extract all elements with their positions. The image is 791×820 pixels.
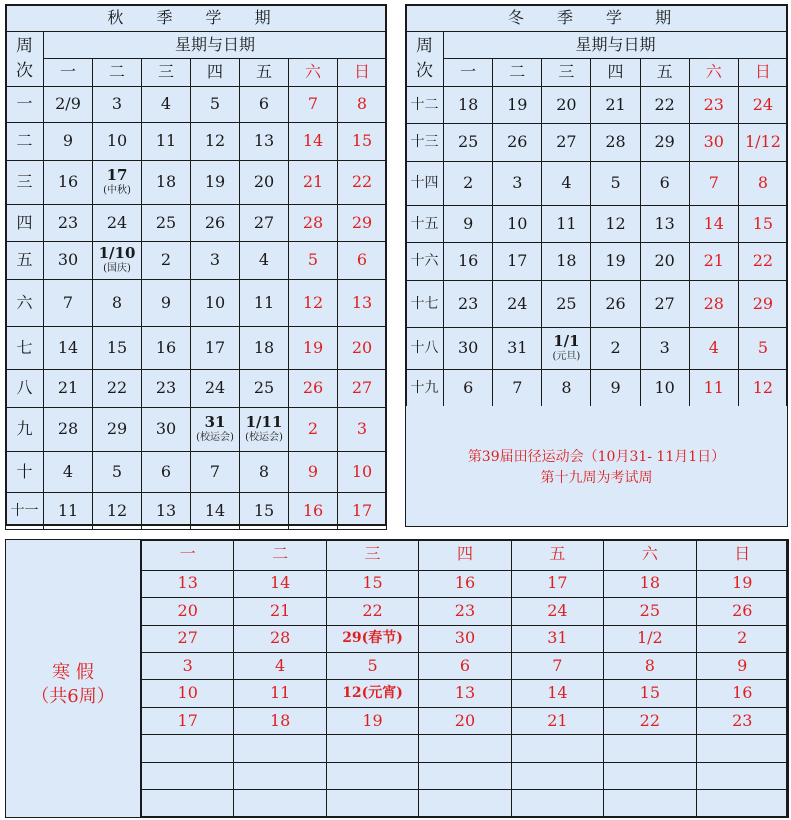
date-cell: 6 <box>444 370 493 407</box>
date-cell: 2 <box>696 625 788 652</box>
date-cell: 17 <box>191 327 240 370</box>
date-cell: 4 <box>689 328 738 370</box>
date-cell <box>419 762 511 789</box>
date-cell: 29 <box>738 281 787 328</box>
table-row <box>406 370 788 407</box>
date-cell: 28 <box>234 625 326 652</box>
date-cell: 11 <box>240 280 289 327</box>
date-cell: 9 <box>444 206 493 243</box>
date-cell: 8 <box>240 452 289 493</box>
date-cell: 7 <box>44 280 93 327</box>
date-cell: 10 <box>93 123 142 161</box>
date-cell: 15 <box>338 123 387 161</box>
table-row <box>6 370 387 408</box>
date-cell: 5 <box>93 452 142 493</box>
date-cell <box>326 735 418 762</box>
winter-break-label <box>5 539 141 818</box>
date-cell <box>604 790 696 818</box>
date-cell: 8 <box>338 87 387 123</box>
date-cell: 7 <box>493 370 542 407</box>
date-cell: 20 <box>142 598 234 625</box>
date-cell: 24 <box>493 281 542 328</box>
date-cell <box>604 735 696 762</box>
week-number: 三 <box>6 161 44 205</box>
week-number: 十二 <box>406 87 444 124</box>
day-header: 二 <box>234 540 326 571</box>
date-cell: 13 <box>142 493 191 530</box>
week-number: 十八 <box>406 328 444 370</box>
semester-title: 秋 季 学 期 <box>6 5 387 32</box>
date-cell: 25 <box>444 124 493 162</box>
date-cell: 20 <box>640 243 689 281</box>
date-cell <box>142 762 234 789</box>
winter-break-title: 寒 假 <box>52 662 94 683</box>
day-header: 日 <box>338 59 387 87</box>
date-cell: 13 <box>640 206 689 243</box>
day-header: 一 <box>142 540 234 571</box>
date-cell: 18 <box>444 87 493 124</box>
day-header: 一 <box>444 59 493 87</box>
date-cell: 4 <box>542 162 591 206</box>
day-header: 五 <box>511 540 603 571</box>
week-number: 七 <box>6 327 44 370</box>
date-cell <box>696 790 788 818</box>
date-cell: 9 <box>142 280 191 327</box>
date-cell: 4 <box>240 242 289 280</box>
day-header: 日 <box>738 59 787 87</box>
date-cell: 24 <box>191 370 240 408</box>
date-cell: 3 <box>338 408 387 452</box>
date-cell: 16 <box>444 243 493 281</box>
date-cell: 11 <box>44 493 93 530</box>
date-cell: 8 <box>542 370 591 407</box>
date-cell: 7 <box>289 87 338 123</box>
date-cell: 22 <box>640 87 689 124</box>
winter-semester-table <box>405 4 788 407</box>
day-header: 日 <box>696 540 788 571</box>
date-cell: 9 <box>591 370 640 407</box>
date-cell: 26 <box>591 281 640 328</box>
table-row <box>406 124 788 162</box>
table-row <box>142 570 789 597</box>
date-cell: 4 <box>234 653 326 680</box>
date-cell: 17 <box>511 570 603 597</box>
winter-break-duration: （共6周） <box>31 686 115 707</box>
date-cell: 1/12 <box>738 124 787 162</box>
date-cell: 30 <box>142 408 191 452</box>
date-cell <box>326 790 418 818</box>
date-header: 星期与日期 <box>444 32 788 59</box>
date-cell: 23 <box>444 281 493 328</box>
table-row <box>142 653 789 680</box>
date-cell: 15 <box>604 680 696 707</box>
date-cell: 5 <box>591 162 640 206</box>
date-cell: 31 <box>493 328 542 370</box>
date-cell: 23 <box>419 598 511 625</box>
date-cell: 6 <box>640 162 689 206</box>
date-cell: 22 <box>338 161 387 205</box>
date-cell: 25 <box>542 281 591 328</box>
date-cell: 11 <box>689 370 738 407</box>
date-cell: 12 <box>289 280 338 327</box>
date-cell: 27 <box>640 281 689 328</box>
date-cell: 26 <box>493 124 542 162</box>
date-cell: 19 <box>289 327 338 370</box>
day-header: 二 <box>93 59 142 87</box>
date-cell: 2 <box>591 328 640 370</box>
date-cell <box>234 735 326 762</box>
date-cell: 20 <box>419 707 511 734</box>
date-cell: 18 <box>604 570 696 597</box>
date-cell: 2 <box>289 408 338 452</box>
date-cell: 25 <box>240 370 289 408</box>
date-header: 星期与日期 <box>44 32 387 59</box>
table-row <box>406 243 788 281</box>
table-row <box>142 762 789 789</box>
date-cell: 23 <box>44 205 93 242</box>
table-row <box>406 206 788 243</box>
date-cell: 14 <box>689 206 738 243</box>
date-cell: 13 <box>338 280 387 327</box>
date-cell: 9 <box>696 653 788 680</box>
table-row <box>6 493 387 530</box>
date-cell: 28 <box>289 205 338 242</box>
date-cell <box>696 762 788 789</box>
date-cell: 5 <box>191 87 240 123</box>
date-cell: 15 <box>240 493 289 530</box>
date-cell: 29 <box>640 124 689 162</box>
date-cell: 26 <box>289 370 338 408</box>
date-cell: 11 <box>542 206 591 243</box>
week-number: 五 <box>6 242 44 280</box>
date-cell: 12 <box>591 206 640 243</box>
exam-week-note: 第十九周为考试周 <box>540 470 653 486</box>
day-header: 三 <box>142 59 191 87</box>
day-header: 三 <box>542 59 591 87</box>
date-cell: 16 <box>289 493 338 530</box>
table-row <box>142 790 789 818</box>
table-row <box>6 87 387 123</box>
date-cell: 11 <box>142 123 191 161</box>
date-cell: 24 <box>511 598 603 625</box>
date-cell <box>142 790 234 818</box>
date-cell: 19 <box>191 161 240 205</box>
date-cell: 30 <box>419 625 511 652</box>
date-cell: 7 <box>511 653 603 680</box>
date-cell: 3 <box>142 653 234 680</box>
date-cell: 20 <box>542 87 591 124</box>
date-cell: 19 <box>326 707 418 734</box>
table-row <box>6 452 387 493</box>
date-cell: 21 <box>234 598 326 625</box>
week-number: 九 <box>6 408 44 452</box>
week-number: 十 <box>6 452 44 493</box>
date-cell: 24 <box>738 87 787 124</box>
date-cell: 30 <box>689 124 738 162</box>
date-cell: 22 <box>738 243 787 281</box>
table-row <box>6 408 387 452</box>
table-row <box>6 205 387 242</box>
date-cell: 30 <box>44 242 93 280</box>
date-cell: 27 <box>338 370 387 408</box>
table-row <box>6 280 387 327</box>
table-row <box>142 735 789 762</box>
date-cell <box>604 762 696 789</box>
date-cell: 17 <box>338 493 387 530</box>
date-cell: 19 <box>493 87 542 124</box>
sports-meet-note: 第39届田径运动会（10月31- 11月1日） <box>467 449 726 465</box>
date-cell: 28 <box>591 124 640 162</box>
date-cell: 21 <box>689 243 738 281</box>
date-cell: 21 <box>44 370 93 408</box>
date-cell: 16 <box>696 680 788 707</box>
date-cell: 26 <box>191 205 240 242</box>
date-cell: 11 <box>234 680 326 707</box>
date-cell: 4 <box>142 87 191 123</box>
week-number: 十四 <box>406 162 444 206</box>
date-cell: 13 <box>240 123 289 161</box>
date-cell: 15 <box>93 327 142 370</box>
day-header: 一 <box>44 59 93 87</box>
date-cell: 29 <box>338 205 387 242</box>
date-cell: 3 <box>191 242 240 280</box>
date-cell: 20 <box>338 327 387 370</box>
date-cell: 1/1 (元旦) <box>542 328 591 370</box>
date-cell: 19 <box>591 243 640 281</box>
date-cell: 26 <box>696 598 788 625</box>
date-cell: 23 <box>696 707 788 734</box>
table-row <box>6 327 387 370</box>
date-cell: 22 <box>93 370 142 408</box>
date-cell: 28 <box>44 408 93 452</box>
date-cell: 9 <box>44 123 93 161</box>
date-cell: 14 <box>234 570 326 597</box>
date-cell: 12 <box>738 370 787 407</box>
date-cell <box>142 735 234 762</box>
week-header: 周 次 <box>406 32 444 87</box>
table-row <box>142 680 789 707</box>
date-cell: 10 <box>493 206 542 243</box>
date-cell: 19 <box>696 570 788 597</box>
date-cell: 22 <box>326 598 418 625</box>
day-header: 五 <box>640 59 689 87</box>
date-cell: 18 <box>234 707 326 734</box>
week-number: 十一 <box>6 493 44 530</box>
date-cell: 2 <box>444 162 493 206</box>
day-header: 四 <box>191 59 240 87</box>
table-row <box>6 123 387 161</box>
date-cell: 29(春节) <box>326 625 418 652</box>
date-cell: 24 <box>93 205 142 242</box>
day-header: 六 <box>604 540 696 571</box>
date-cell <box>696 735 788 762</box>
date-cell: 7 <box>191 452 240 493</box>
day-header: 六 <box>289 59 338 87</box>
date-cell: 17 <box>142 707 234 734</box>
date-cell: 21 <box>591 87 640 124</box>
date-cell <box>511 762 603 789</box>
date-cell: 10 <box>142 680 234 707</box>
date-cell: 14 <box>191 493 240 530</box>
week-number: 六 <box>6 280 44 327</box>
date-cell: 8 <box>738 162 787 206</box>
day-header: 六 <box>689 59 738 87</box>
date-cell: 30 <box>444 328 493 370</box>
week-number: 十三 <box>406 124 444 162</box>
date-cell: 8 <box>604 653 696 680</box>
date-cell: 14 <box>511 680 603 707</box>
winter-break-table <box>141 539 789 818</box>
date-cell: 18 <box>142 161 191 205</box>
date-cell: 1/2 <box>604 625 696 652</box>
date-cell <box>419 790 511 818</box>
date-cell: 5 <box>326 653 418 680</box>
day-header: 四 <box>591 59 640 87</box>
date-cell: 29 <box>93 408 142 452</box>
date-cell <box>511 735 603 762</box>
table-row <box>406 87 788 124</box>
date-cell <box>419 735 511 762</box>
date-cell: 17 (中秋) <box>93 161 142 205</box>
date-cell: 23 <box>142 370 191 408</box>
date-cell: 14 <box>44 327 93 370</box>
date-cell: 31 <box>511 625 603 652</box>
date-cell: 10 <box>338 452 387 493</box>
date-cell: 3 <box>640 328 689 370</box>
date-cell: 13 <box>142 570 234 597</box>
week-header: 周 次 <box>6 32 44 87</box>
date-cell: 27 <box>142 625 234 652</box>
semester-title: 冬 季 学 期 <box>406 5 788 32</box>
week-number: 十五 <box>406 206 444 243</box>
date-cell: 1/10 (国庆) <box>93 242 142 280</box>
date-cell: 28 <box>689 281 738 328</box>
date-cell: 8 <box>93 280 142 327</box>
date-cell: 6 <box>338 242 387 280</box>
date-cell: 27 <box>542 124 591 162</box>
date-cell: 25 <box>604 598 696 625</box>
week-number: 十七 <box>406 281 444 328</box>
winter-note <box>405 406 788 527</box>
week-number: 二 <box>6 123 44 161</box>
day-header: 五 <box>240 59 289 87</box>
table-row <box>142 707 789 734</box>
date-cell: 25 <box>142 205 191 242</box>
date-cell: 6 <box>240 87 289 123</box>
table-row <box>142 598 789 625</box>
date-cell: 3 <box>493 162 542 206</box>
table-row <box>406 162 788 206</box>
date-cell: 12 <box>191 123 240 161</box>
table-row <box>406 328 788 370</box>
date-cell: 21 <box>289 161 338 205</box>
date-cell: 18 <box>240 327 289 370</box>
date-cell: 16 <box>419 570 511 597</box>
autumn-semester-table <box>5 4 387 530</box>
date-cell <box>326 762 418 789</box>
date-cell <box>234 790 326 818</box>
date-cell <box>234 762 326 789</box>
date-cell: 17 <box>493 243 542 281</box>
date-cell: 16 <box>142 327 191 370</box>
date-cell: 7 <box>689 162 738 206</box>
date-cell: 13 <box>419 680 511 707</box>
date-cell: 20 <box>240 161 289 205</box>
date-cell: 27 <box>240 205 289 242</box>
table-row <box>6 161 387 205</box>
day-header: 二 <box>493 59 542 87</box>
date-cell: 9 <box>289 452 338 493</box>
date-cell: 16 <box>44 161 93 205</box>
date-cell: 12(元宵) <box>326 680 418 707</box>
week-number: 四 <box>6 205 44 242</box>
date-cell: 14 <box>289 123 338 161</box>
date-cell <box>511 790 603 818</box>
date-cell: 2/9 <box>44 87 93 123</box>
date-cell: 1/11 (校运会) <box>240 408 289 452</box>
date-cell: 21 <box>511 707 603 734</box>
date-cell: 10 <box>191 280 240 327</box>
date-cell: 2 <box>142 242 191 280</box>
date-cell: 15 <box>738 206 787 243</box>
date-cell: 31 (校运会) <box>191 408 240 452</box>
table-row <box>142 625 789 652</box>
date-cell: 4 <box>44 452 93 493</box>
week-number: 十六 <box>406 243 444 281</box>
date-cell: 3 <box>93 87 142 123</box>
date-cell: 10 <box>640 370 689 407</box>
date-cell: 23 <box>689 87 738 124</box>
week-number: 八 <box>6 370 44 408</box>
date-cell: 18 <box>542 243 591 281</box>
date-cell: 5 <box>738 328 787 370</box>
week-number: 一 <box>6 87 44 123</box>
date-cell: 6 <box>419 653 511 680</box>
week-number: 十九 <box>406 370 444 407</box>
date-cell: 22 <box>604 707 696 734</box>
date-cell: 15 <box>326 570 418 597</box>
table-row <box>406 281 788 328</box>
table-row <box>6 242 387 280</box>
date-cell: 12 <box>93 493 142 530</box>
date-cell: 5 <box>289 242 338 280</box>
day-header: 三 <box>326 540 418 571</box>
date-cell: 6 <box>142 452 191 493</box>
day-header: 四 <box>419 540 511 571</box>
